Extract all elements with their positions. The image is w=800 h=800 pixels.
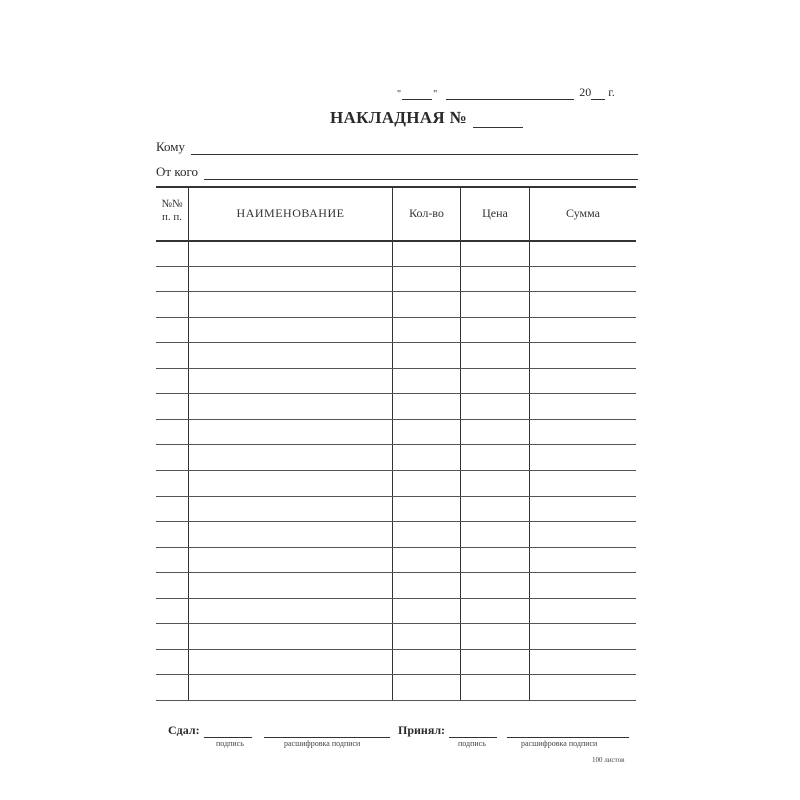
received-signature-blank [449,727,497,738]
received-decode-caption: расшифровка подписи [521,739,598,748]
table-row-line [156,393,636,394]
table-row-line [156,419,636,420]
from-field [156,164,638,180]
open-quote: " [397,89,402,100]
header-sum: Сумма [566,206,600,220]
date-line [396,84,640,100]
month-blank [446,89,574,100]
gave-signature-caption: подпись [216,739,244,748]
table-row-line [156,700,636,701]
table-row-line [156,266,636,267]
gave-decode-blank [264,727,390,738]
sheet-count: 100 листов [592,756,625,764]
table-row-line [156,547,636,548]
table-row-line [156,291,636,292]
table-row-line [156,572,636,573]
items-table [156,186,636,700]
from-blank [204,169,638,180]
table-row-line [156,444,636,445]
gave-signature [168,722,390,738]
close-quote: " [433,89,438,100]
table-row-line [156,496,636,497]
received-signature [398,722,629,738]
table-row-line [156,470,636,471]
year-suffix: г. [608,85,615,99]
title-text: НАКЛАДНАЯ № [330,108,467,127]
header-qty: Кол-во [409,206,444,220]
header-name: НАИМЕНОВАНИЕ [236,206,345,220]
from-label: От кого [156,164,198,179]
table-header-border [156,240,636,242]
to-label: Кому [156,139,186,154]
gave-label: Сдал: [168,723,200,737]
to-field [156,139,638,155]
received-signature-caption: подпись [458,739,486,748]
header-number: №№ п. п. [161,198,183,223]
table-row-line [156,598,636,599]
table-row-line [156,368,636,369]
header-price: Цена [482,206,508,220]
document-title [330,108,550,128]
table-row-line [156,674,636,675]
year-blank [591,89,605,100]
table-row-line [156,649,636,650]
received-label: Принял: [398,723,446,737]
day-blank [402,89,432,100]
to-blank [191,144,638,155]
table-row-line [156,623,636,624]
received-decode-blank [507,727,629,738]
table-row-line [156,342,636,343]
table-row-line [156,317,636,318]
table-row-line [156,521,636,522]
gave-decode-caption: расшифровка подписи [284,739,361,748]
gave-signature-blank [204,727,252,738]
invoice-number-blank [473,113,523,128]
year-prefix: 20 [579,85,592,99]
